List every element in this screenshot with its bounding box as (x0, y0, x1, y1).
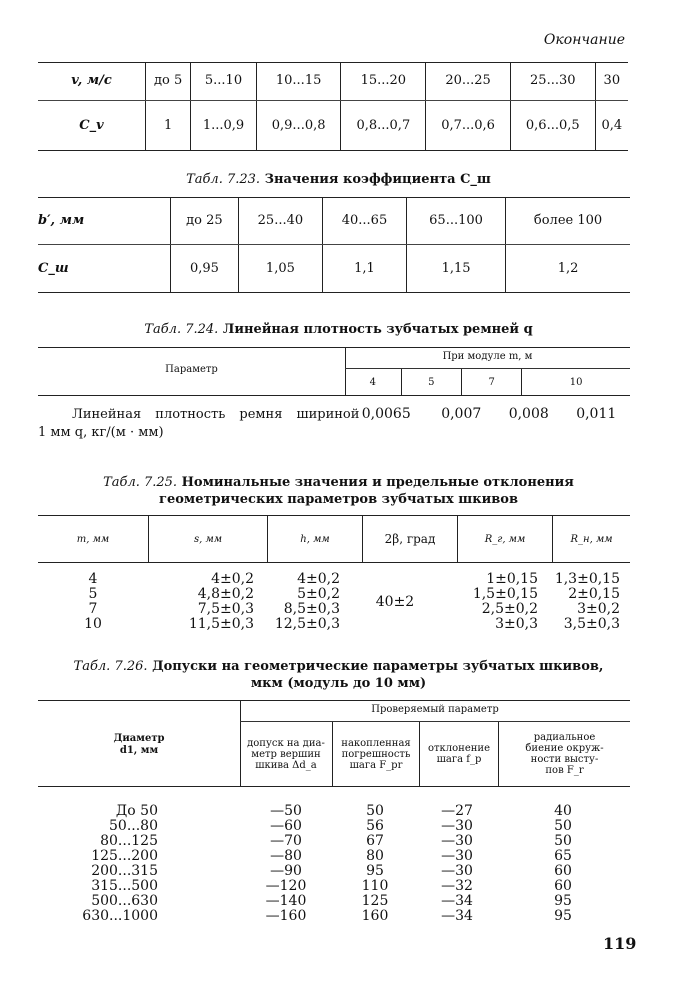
cell: 1,15 (407, 244, 506, 292)
cell: 630...1000 (82, 908, 158, 924)
cell: до 25 (171, 197, 239, 244)
cell: 0,9...0,8 (256, 100, 341, 150)
cell: 25...30 (510, 62, 595, 100)
cell: —80 (270, 848, 302, 864)
table-row (38, 849, 630, 864)
param-header: Параметр (165, 364, 218, 375)
cell: 1 (146, 100, 191, 150)
cell: 1,1 (322, 244, 406, 292)
cell: 0,007 (441, 406, 482, 422)
table-row (38, 909, 630, 924)
cell: —30 (441, 848, 473, 864)
divider (38, 700, 630, 701)
cell: 315...500 (91, 878, 158, 894)
cell: 0,7...0,6 (426, 100, 511, 150)
cell: 95 (554, 893, 572, 909)
cell: 160 (361, 908, 389, 924)
cell: до 5 (146, 62, 191, 100)
cell: 50 (366, 803, 384, 819)
col-header: отклонение шага f_p (420, 722, 499, 786)
col-header: R_г, мм (458, 516, 553, 562)
width-coefficient-table (38, 197, 630, 292)
cell: 0,008 (508, 406, 549, 422)
cell: —50 (270, 803, 302, 819)
cell: более 100 (506, 197, 630, 244)
divider (38, 347, 630, 348)
row-header: v, м/с (38, 62, 146, 100)
cell: 95 (366, 863, 384, 879)
cell: —30 (441, 818, 473, 834)
table-row (38, 864, 630, 879)
module-header: 4 (369, 376, 377, 388)
cell: —34 (441, 893, 473, 909)
table-caption: геометрических параметров зубчатых шкивов (159, 492, 518, 507)
cell: 95 (554, 908, 572, 924)
cell: 0,011 (576, 406, 617, 422)
row-header: b′, мм (38, 197, 171, 244)
cell: 65 (554, 848, 572, 864)
cell: —30 (441, 863, 473, 879)
cell: —70 (270, 833, 302, 849)
cell: 125 (361, 893, 389, 909)
cell: 40...65 (322, 197, 406, 244)
cell: 200...315 (91, 863, 158, 879)
cell: —60 (270, 818, 302, 834)
cell: 50 (554, 833, 572, 849)
cell: —32 (441, 878, 473, 894)
cell: 60 (554, 878, 572, 894)
tolerance-table (38, 804, 630, 924)
row-header: C_v (79, 117, 104, 133)
table-row (38, 819, 630, 834)
table-caption: Табл. 7.23. Значения коэффициента C_ш (186, 172, 491, 187)
cell: 5...10 (191, 62, 257, 100)
cell: 56 (366, 818, 384, 834)
divider (38, 292, 630, 293)
cell: 1...0,9 (191, 100, 257, 150)
divider (38, 786, 630, 787)
cell: 50 (554, 818, 572, 834)
cell: —34 (441, 908, 473, 924)
table-caption: Табл. 7.26. Допуски на геометрические параметры зубчатых шкивов, (73, 659, 604, 674)
table-row (38, 879, 630, 894)
module-header: 5 (401, 369, 461, 395)
cell: 80 (366, 848, 384, 864)
table-row (38, 804, 630, 819)
cell: —30 (441, 833, 473, 849)
col-header: накопленная погрешность шага F_pr (333, 722, 420, 786)
divider (38, 395, 630, 396)
cell: 500...630 (91, 893, 158, 909)
modules-header (345, 369, 630, 395)
cell: 50...80 (109, 818, 158, 834)
cell: 0,6...0,5 (510, 100, 595, 150)
table-row (38, 834, 630, 849)
cell: —160 (265, 908, 307, 924)
group-header: Проверяемый параметр (371, 704, 499, 715)
cell: 65...100 (407, 197, 506, 244)
group-header: При модуле m, м (442, 351, 533, 362)
continuation-label: Окончание (543, 32, 625, 48)
module-header: 7 (461, 369, 521, 395)
col-header: R_н, мм (553, 516, 631, 562)
page-number: 119 (603, 934, 637, 953)
cell: 125...200 (91, 848, 158, 864)
pulley-params-table: 4 4±0,2 4±0,2 40±2 1±0,15 1,3±0,15 5 4,8±0,2 5±0,2 1,5±0,15 2±0,15 7 7,5±0,3 8,5±0,3 2,5±0,2 3±0,2 10 11,5±0,3 12,5±0,3 3±0,3 3,5±0,3 (84, 571, 620, 632)
cell: 0,95 (171, 244, 239, 292)
row-label: 1 мм q, кг/(м · мм) (38, 425, 164, 440)
col-header: s, мм (149, 516, 268, 562)
cell: 60 (554, 863, 572, 879)
cell: 40 (554, 803, 572, 819)
cell: 1,2 (506, 244, 630, 292)
cell: 0,0065 (361, 406, 411, 422)
divider (38, 562, 630, 563)
cell: 67 (366, 833, 384, 849)
cell: 25...40 (238, 197, 322, 244)
cell: До 50 (115, 803, 158, 819)
cell: 30 (595, 62, 628, 100)
cell: —27 (441, 803, 473, 819)
table-caption: Табл. 7.25. Номинальные значения и предельные отклонения (103, 475, 574, 490)
pulley-params-header (38, 516, 630, 562)
table-caption: мкм (модуль до 10 мм) (250, 676, 427, 691)
cell: 80...125 (100, 833, 158, 849)
velocity-coefficient-table (38, 62, 628, 150)
table-caption: Табл. 7.24. Линейная плотность зубчатых ремней q (144, 322, 533, 337)
cell: —120 (265, 878, 307, 894)
tolerance-col-headers (240, 722, 630, 786)
cell: 0,8...0,7 (341, 100, 426, 150)
col-header: m, мм (76, 533, 110, 545)
cell: 110 (361, 878, 389, 894)
cell: 1,05 (238, 244, 322, 292)
row-header: C_ш (38, 260, 69, 276)
diameter-header: Диаметр d1, мм (113, 733, 165, 756)
row-label: Линейная плотность ремня шириной (72, 407, 360, 422)
cell: —90 (270, 863, 302, 879)
density-values (345, 407, 630, 422)
cell: —140 (265, 893, 307, 909)
col-header: 2β, град (363, 516, 458, 562)
cell: 20...25 (426, 62, 511, 100)
cell: 0,4 (595, 100, 628, 150)
col-header: радиальное биение окруж- ности высту- пов F_r (499, 722, 631, 786)
col-header: допуск на диа- метр вершин шкива Δd_a (247, 737, 325, 771)
cell: 10...15 (256, 62, 341, 100)
table-row (38, 894, 630, 909)
divider (38, 150, 628, 151)
module-header: 10 (522, 369, 630, 395)
col-header: h, мм (268, 516, 363, 562)
cell: 15...20 (341, 62, 426, 100)
